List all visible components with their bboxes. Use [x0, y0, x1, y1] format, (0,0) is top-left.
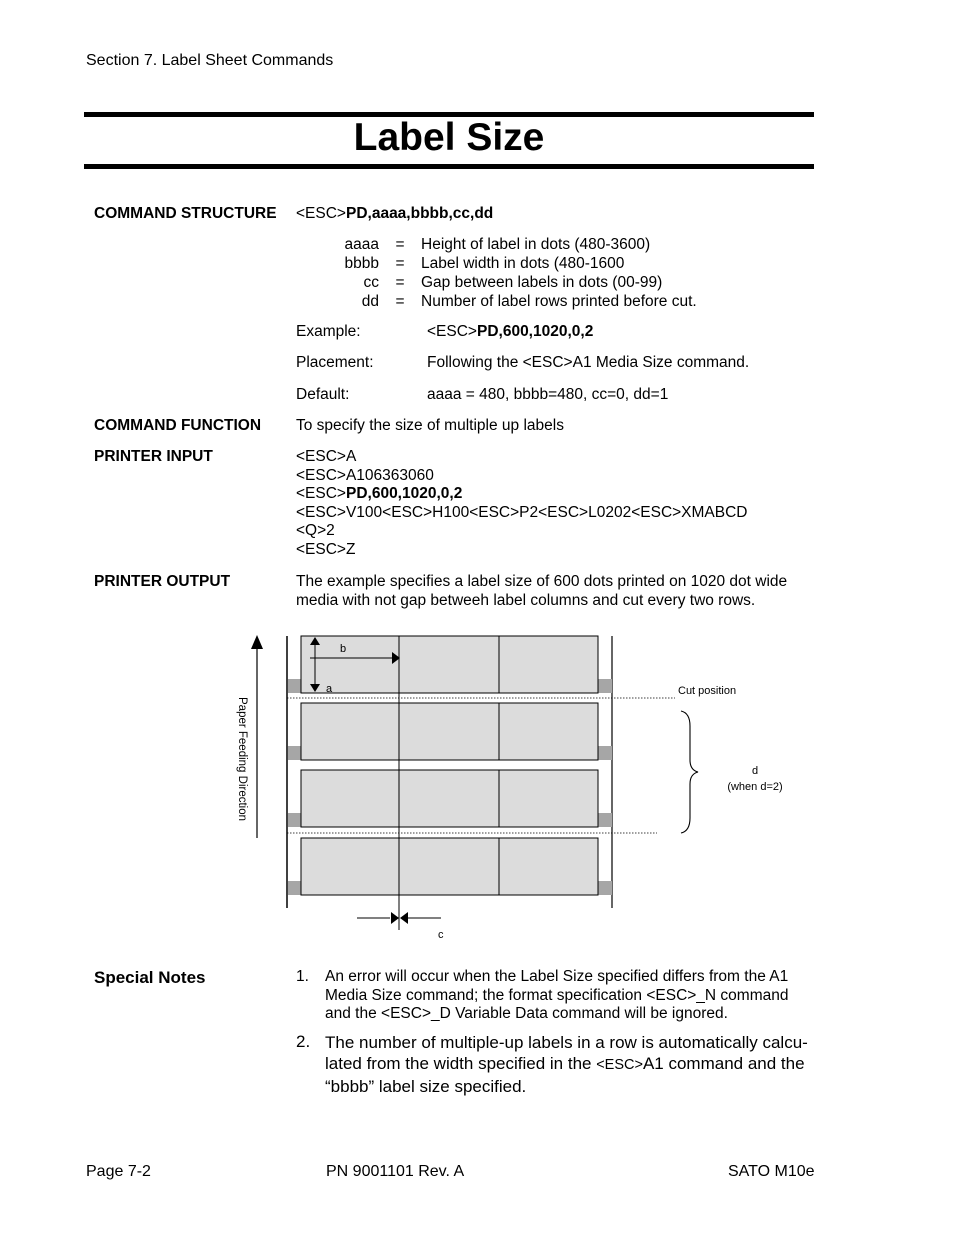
note-2-number: 2.	[296, 1032, 311, 1051]
param-desc: Label width in dots (480-1600	[421, 255, 625, 272]
footer-page: Page 7-2	[86, 1163, 151, 1180]
label-row	[301, 838, 598, 895]
param-eq: =	[395, 255, 405, 272]
d-sub-label: (when d=2)	[727, 781, 783, 793]
note-1-number: 1.	[296, 968, 309, 985]
note-text-part: lated from the width specified in the	[325, 1054, 597, 1073]
label-rows	[301, 636, 598, 895]
paper-direction-label: Paper Feeding Direction	[236, 697, 248, 822]
output-line: media with not gap betweeh label columns and cut every two rows.	[296, 591, 756, 609]
section-header: Section 7. Label Sheet Commands	[86, 52, 334, 69]
cut-position-label: Cut position	[678, 685, 737, 697]
example-command: PD,600,1020,0,2	[476, 323, 594, 340]
example-prefix: <ESC>	[427, 323, 477, 340]
dimension-b-label: b	[340, 643, 347, 655]
note-line: The number of multiple-up labels in a row is automatically calcu-	[325, 1033, 808, 1052]
param-name: bbbb	[344, 255, 379, 272]
example-label: Example:	[296, 323, 361, 340]
placement-value: Following the <ESC>A1 Media Size command.	[427, 354, 750, 371]
input-line: <Q>2	[296, 522, 335, 539]
param-desc: Height of label in dots (480-3600)	[421, 236, 651, 253]
default-value: aaaa = 480, bbbb=480, cc=0, dd=1	[427, 386, 669, 403]
param-desc: Gap between labels in dots (00-99)	[421, 274, 663, 291]
param-eq: =	[395, 236, 405, 253]
page-title: Label Size	[353, 116, 545, 159]
param-name: aaaa	[344, 236, 379, 253]
footer-part-number: PN 9001101 Rev. A	[326, 1163, 465, 1180]
note-line: “bbbb” label size specified.	[325, 1077, 527, 1096]
command-syntax: PD,aaaa,bbbb,cc,dd	[345, 205, 494, 222]
param-desc: Number of label rows printed before cut.	[421, 293, 697, 310]
note-2-text	[325, 1032, 808, 1097]
param-eq: =	[395, 274, 405, 291]
d-brace	[681, 711, 698, 833]
d-label: d	[751, 765, 759, 777]
command-function-value: To specify the size of multiple up labels	[296, 417, 564, 434]
footer-product: SATO M10e	[728, 1163, 815, 1180]
note-1-text	[325, 968, 789, 1024]
input-line: <ESC>V100<ESC>H100<ESC>P2<ESC>L0202<ESC>XMABCD	[296, 503, 748, 521]
param-name: dd	[361, 293, 379, 310]
note-text-part: <ESC>	[596, 1057, 643, 1073]
input-line: <ESC>A	[296, 448, 357, 465]
input-prefix: <ESC>	[296, 485, 346, 502]
param-name: cc	[363, 274, 379, 291]
command-structure-label: COMMAND STRUCTURE	[94, 205, 277, 222]
dimension-a-label: a	[326, 683, 333, 695]
printer-output-label: PRINTER OUTPUT	[94, 573, 231, 590]
command-function-label: COMMAND FUNCTION	[94, 417, 262, 434]
dimension-c-arrow-right	[400, 912, 408, 924]
label-row	[301, 703, 598, 760]
output-line: The example specifies a label size of 600 dots printed on 1020 dot wide	[296, 573, 788, 590]
paper-direction-arrow-head	[251, 635, 263, 649]
dimension-c-arrow-left	[391, 912, 399, 924]
command-prefix: <ESC>	[296, 205, 346, 222]
label-row	[301, 770, 598, 827]
param-eq: =	[395, 293, 405, 310]
note-line: An error will occur when the Label Size specified differs from the A1	[325, 968, 789, 985]
printer-input-label: PRINTER INPUT	[94, 448, 213, 465]
input-line: <ESC>Z	[296, 540, 356, 558]
note-line: and the <ESC>_D Variable Data command will be ignored.	[325, 1005, 728, 1022]
note-line: Media Size command; the format specification <ESC>_N command	[325, 986, 789, 1004]
input-line: <ESC>A106363060	[296, 466, 434, 484]
note-text-part: A1 command and the	[642, 1054, 805, 1073]
input-command: PD,600,1020,0,2	[345, 485, 463, 502]
note-line	[325, 1053, 808, 1076]
default-label: Default:	[296, 386, 350, 403]
special-notes-label: Special Notes	[94, 968, 206, 987]
dimension-c-label: c	[438, 929, 444, 941]
placement-label: Placement:	[296, 354, 374, 371]
